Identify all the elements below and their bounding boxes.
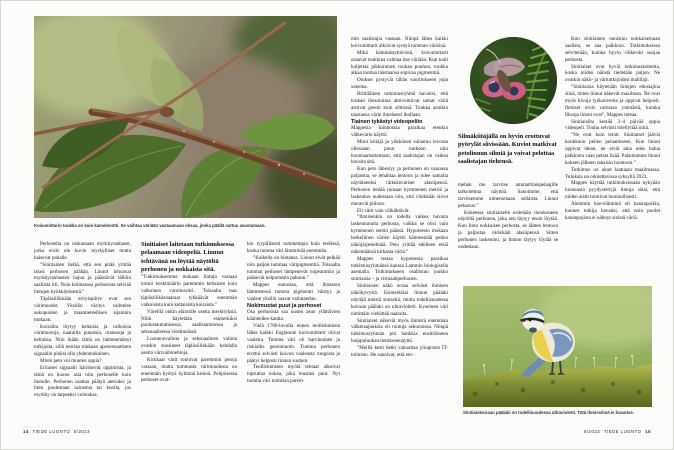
- body-paragraph: mehän me tarvitse ammattilaispelaajille tarkoitettua näyttöä. Sanoimme, että tarvitsemme nimenomaan sellaista. Linnut pelaavat.”: [458, 182, 558, 209]
- body-paragraph: Sinitiaisen näkö eroaa selvästi ihmisen näkökyvystä. Esimerkiksi linnun päälaki näyttää meistä siniseltä, mutta todellisuudessa koiraan päälaki on ultravioletti. Kyseinen väri nimittäin viehättää naaraita.: [351, 283, 448, 317]
- body-paragraph: min saalistajia vastaan. Niinpä lähes kaikki koivumittarit alkoivat syntyä tumman värisinä.: [351, 36, 448, 49]
- body-paragraph: Mappes testaa hypoteesia paraikaa tutkimusryhmänsä kanssa Lammin biologisella asemalla. Tutkimukseen osallistuu joukko sinitiaisia – ja virtuaaliperhonen.: [351, 255, 448, 283]
- body-paragraph: Sinitiaiset ovat hyviä tutkimuskohteita, koska niiden näöstä tiedetään paljon. Ne ovatkin näkö- ja väritutkijoiden mallilaji.: [565, 63, 660, 84]
- caterpillar-twig-illustration: [34, 16, 337, 218]
- body-paragraph: Sinitiaisilta kestää 3–4 päivää oppia videopeli. Touhu selvästi miellyttää niitä.: [565, 118, 660, 132]
- body-paragraph: Mappes ennustaa, että ilmaston lämmetessä tumma pigmentti väistyy ja vaaleat yksilöt saavat valintaedun.: [247, 282, 340, 302]
- body-paragraph: ”Ihmisenkin on todella vaikea havaita laskeutunutta perhosta, vaikka se olisi vain kymmenen sentin päässä. Hypoteesin mukaan hetkellinen värien käyttö hämmentää pedon näköjärjestelmää. Peto yrittää edelleen etsiä näkemäänsä kirkasta väriä.”: [351, 214, 448, 255]
- body-paragraph: Koirailta löytyy keltaisia ja valkoisia värimuotoja, naarailta punaisia, oransseja ja keltaisia. Niin ikään tämä on hämmentänyt tutkijoita, sillä teorian mukaan aposemaattisen signaalin pitäisi olla yhdenmukainen.: [34, 323, 131, 357]
- body-paragraph: Osa perhosista saa uuden asun yllättävien käänteiden kautta.: [247, 309, 340, 323]
- section-heading: Nokimustat puut ja perhoset: [247, 302, 322, 309]
- body-paragraph: Perhosella on niskassaan myrkkyrauhaset, jotka eivät ole kovin myrkylliset mutta haisevat pahalle.: [34, 241, 131, 261]
- blue-tit-illustration: [463, 286, 652, 407]
- right-page-folio: [450, 429, 652, 434]
- body-paragraph: Teollistumisen myötä tehtaat alkoivat tupruttaa nokea, joka mustasi puut. Nyt tumma väri toimikin parem-: [247, 364, 340, 385]
- body-paragraph: Mappes käyttää tutkimuksissaan nykyään luonnosta pyydystettyjä lintuja siksi, että niiden aistit toimivat luonnollisesti.: [565, 180, 660, 201]
- body-paragraph: Brittiläinen tutkimusryhmä havaitsi, että toukan ihosoluissa aktivoituivat samat väriä aistivat geenit kuin silmissä. Toukka aistikin taustansa värin ilmeisesti ihollaan.: [351, 91, 448, 118]
- page-number: 14: [23, 429, 29, 434]
- left-photo-caption: Koivumittarin toukka on kuin kameleontti. Se vaihtaa väriään vastaamaan oksaa, jonka päällä sattuu asustamaan.: [34, 223, 266, 228]
- body-paragraph: Luonnonvalinta ja seksuaalinen valinta ovatkin suosineet täpläsiilikkään kohdalla useita värivaihtoehtoja.: [141, 336, 237, 356]
- hawk-moth-illustration: [470, 37, 557, 124]
- body-paragraph: Aiemmin koe-eläiminä oli kananpoikia, kunnes tutkija havaitsi, että noin puolet kananpojista ei nähnyt sinistä väriä.: [565, 201, 660, 221]
- blue-tit-photo: [463, 286, 652, 407]
- body-paragraph: Kirkkaat värit toimivat paremmin petoja vastaan, mutta tummasta värimuodosta on enemmän hyötyä kylminä kesinä. Pohjoisessa perhoset ovat-: [141, 356, 237, 384]
- body-paragraph: Täpläsiilikkään erityispiirre ovat sen värimuodot. Yksilön väritys vaihtelee sukupuolen ja maantieteellisen sijainnin mukaan.: [34, 296, 131, 323]
- body-paragraph: Mikä hämmästyttävintä, koivumittarit osaavat toukkina vaihtaa itse väriään. Kun tuuli kuljettaa pikkuruisen toukan puuhun, toukka alkaa tuottaa taustaansa sopivaa pigmenttiä.: [351, 49, 448, 77]
- section-heading: Tiainen tykästyi videopeliin: [351, 118, 423, 125]
- body-paragraph: Miten peto voi muuten oppia?: [40, 357, 102, 364]
- body-paragraph: kin tyypillisesti tummempia kuin etelässä, koska tumma väri lämmittää enemmän.: [247, 241, 340, 254]
- page-number: 15: [645, 429, 651, 434]
- body-paragraph: Eli värit vain välkähtävät.: [357, 207, 410, 214]
- body-paragraph: Kun peto lähestyy ja perhonen on vaarassa paljastua, se lehahtaa lentoon ja tulee samalla näyttäneeksi räikeänväriset alasiipensä. Perhonen lentää runsaat kymmenen metriä ja laskeutuu uudestaan niin, että värikkäät siivet menevät piiloon.: [351, 166, 448, 207]
- left-page-folio: [22, 429, 91, 434]
- magazine-title: TIEDE LUONTO: [32, 429, 71, 434]
- body-paragraph: Tutkimus on ainut laatuaan maailmassa. Tuloksia on odotettavissa syksyllä 2023.: [565, 166, 660, 180]
- issue-number: 5/2023: [73, 429, 91, 434]
- issue-number: 5/2023: [583, 429, 601, 434]
- body-paragraph: Moni kiitäjä ja yökkönen sulautuu levossa ollessaan puun runkoon niin huomaamattomasti, että saalistajan on vaikea havaita sitä.: [351, 138, 448, 166]
- body-paragraph: Otukset pystyvät tähän suoritukseen jopa sokeina.: [351, 77, 448, 91]
- body-paragraph: ”Meillä kesti hetki vakuuttaa yliopiston IT-toimisto. He sanoivat, että em-: [351, 345, 448, 358]
- body-paragraph: Mappesia kiinnostaa paraikaa etenkin välkevärin käyttö.: [351, 125, 448, 138]
- body-paragraph: ”Sinitiaisia käytetään lintujen edustajina siinä, miten linnut näkevät maailman. Ne ovat myös kivoja työkavereita ja oppivat helposti. Ihmiset eivät varmaan ymmärrä, kuinka fiksuja linnut ovat”, Mappes toteaa.: [565, 84, 660, 118]
- hawk-moth-circle-photo: [470, 37, 557, 124]
- caterpillar-twig-photo: [34, 16, 337, 218]
- right-column-2: [458, 182, 558, 280]
- body-paragraph: Väreillä onkin eläimille useita merkityksiä. Niitä käytetään esimerkiksi puolustautumisessa, saalistamisessa ja seksuaalisessa viestinnässä.: [141, 308, 237, 336]
- body-paragraph: Vielä 1700-luvulla ennen teollistumista lähes kaikki Englannin koivumittarit olivat vaaleita. Tumma väri oli harvinainen ja riskialtis geenimuoto. Tumma perhonen erottui selvästi koivun vaaleasta rungosta ja päätyi helposti linnun suuhun.: [247, 323, 340, 364]
- body-paragraph: Kokeessa sinitiaiselle esitetään tietokoneen näytöltä perhonen, joka sen täytyy ensin löytää. Kun lintu nokkaisee perhosta, se lähtee lentoon ja paljastaa värikkäät alasiipensä. Sitten perhonen laskeutuu, ja linnun täytyy löytää se uudestaan.: [458, 209, 558, 250]
- right-column-3: [565, 36, 660, 282]
- right-photo-caption: Sinitiaiskoiraan päälaki on todellisuudessa ultravioletti. Tätä ihmissilmä ei havaitse.: [463, 410, 634, 415]
- body-paragraph: ”Tutkimuksemme mukaan lintuja vastaan toimii keskimäärin paremmin keltainen kuin valkoinen varoitusväri. Toisaalta taas täpläsiilikäsnaaraat tykkäävät enemmän valkoisista kuin keltaisista koiraista.”: [141, 274, 237, 308]
- moth-pull-caption: Silmäkiitäjällä on hyvin erottuvat pyörylät siivissään. Kuviot matkivat petolinnun silmiä ja voivat pelottaa saalistajan tiehensä.: [458, 133, 557, 165]
- left-column-1: [34, 241, 131, 433]
- body-paragraph: Erilaiset signaalit häiritsevät oppimista, ja tämä on huono asia niin perhoselle kuin linnulle. Perhonen saattaa päätyä ateriaksi ja lintu puolestaan sairastua tai kuolla, jos myrkky on tarpeeksi voimakas.: [34, 364, 131, 399]
- body-paragraph: ”Sinitiainen tietää, että sen pitää yrittää iskeä perhosen päähän. Linnut inhoavat myrkkyrauhasten hajua ja päästävät tällöin saaliista irti. Noin kolmasosa perhosista selviää lintujen hyökkäyksestä.”: [34, 261, 131, 296]
- left-column-2: [141, 241, 237, 433]
- magazine-title: TIEDE LUONTO: [603, 429, 642, 434]
- left-column-3: [247, 241, 340, 433]
- body-paragraph: ”Ne ovat kuin teinit. Sinitiaiset jäävät koukkuun pelien pelaamiseen. Kun linnut oppivat idean, ne eivät aina edes halua palkkiota vaan pelata lisää. Palautamme linnut kokeen jälkeen takaisin luontoon.”: [565, 132, 660, 166]
- article-lead: Sinitiaiset laitetaan tutkimuksessa pelaamaan videopeliä. Linnun tehtävänä on löytää näytöltä perhonen ja nokkaista sitä.: [141, 241, 235, 273]
- body-paragraph: Sinitiaiset näkevät myös ihmistä enemmän välketaajuuksia eli ruutuja sekunnissa. Niinpä tutkimusryhmän piti hankkia ensitöikseen huippuluokan tietokonenäyttö.: [351, 317, 448, 345]
- right-column-1: [351, 36, 448, 426]
- body-paragraph: Kun sinitiainen onnistuu nokkaisemaan saalista, se saa palkkion. Tutkimuksessa selvitetään, kuinka hyvin välkeväri suojaa perhosta.: [565, 36, 660, 63]
- body-paragraph: ”Kaikella on hintansa. Linnut eivät pelkää niin paljon tummaa väripigmenttiä. Toisaalta tummat perhoset lämpenevät nopeammin ja pääsevät helpommin pakoon.”: [247, 254, 340, 282]
